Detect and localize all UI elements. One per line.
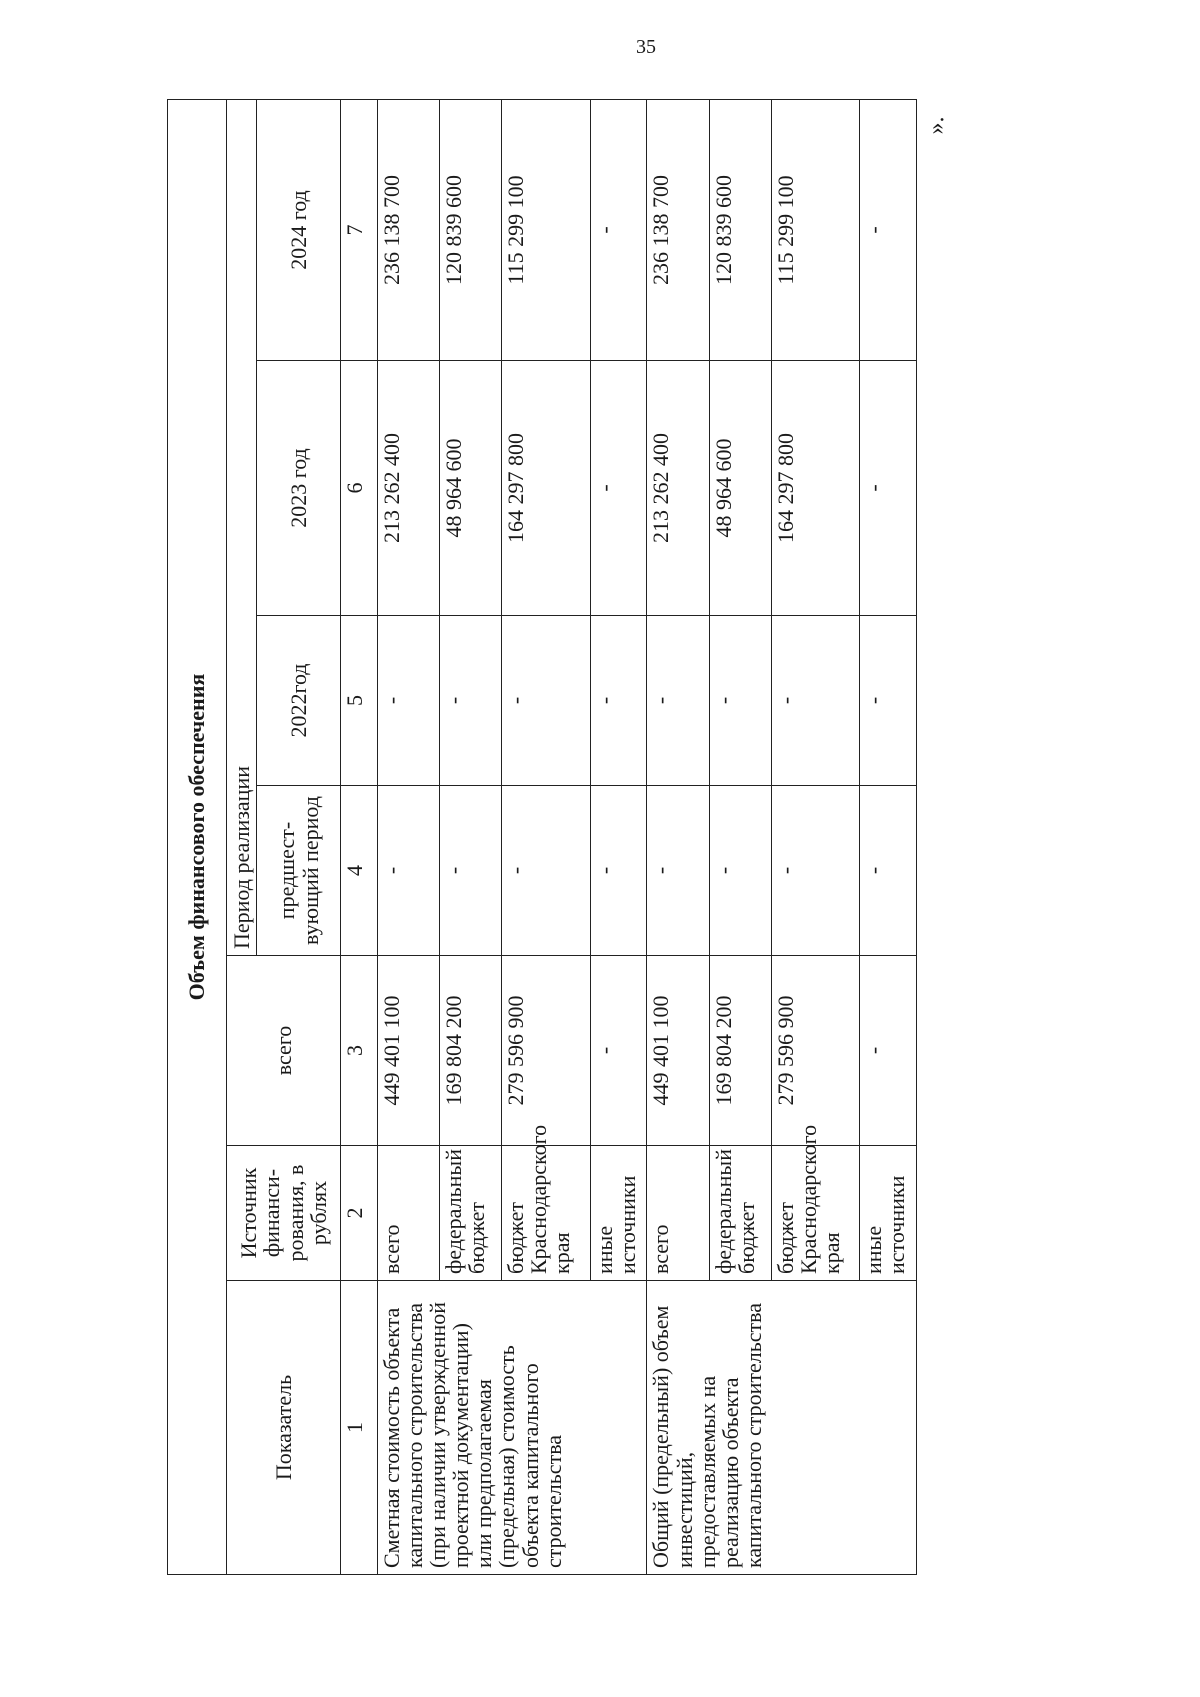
y2022-cell: - — [771, 616, 860, 786]
header-total: всего — [227, 956, 341, 1146]
previous-period-cell: - — [860, 786, 917, 956]
y2024-cell: 120 839 600 — [440, 100, 502, 361]
source-cell: бюджет Краснодарского края — [771, 1146, 860, 1281]
y2023-cell: 48 964 600 — [709, 361, 771, 616]
total-cell: 449 401 100 — [378, 956, 440, 1146]
source-cell: всего — [378, 1146, 440, 1281]
header-indicator: Показатель — [227, 1281, 341, 1575]
table-title: Объем финансового обеспечения — [168, 100, 227, 1575]
table-row — [647, 100, 709, 1575]
indicator-cell: Сметная стоимость объекта капитального строительства (при наличии утвержденной проектной документации) или предполагаемая (предельная) стоимость объекта капитального строительства — [378, 1281, 647, 1575]
total-cell: - — [590, 956, 647, 1146]
column-number: 1 — [341, 1281, 378, 1575]
financing-table — [167, 99, 917, 1575]
source-cell: всего — [647, 1146, 709, 1281]
total-cell: 169 804 200 — [709, 956, 771, 1146]
y2022-cell: - — [860, 616, 917, 786]
y2022-cell: - — [709, 616, 771, 786]
y2024-cell: - — [860, 100, 917, 361]
previous-period-cell: - — [502, 786, 591, 956]
y2024-cell: 115 299 100 — [771, 100, 860, 361]
header-2023: 2023 год — [257, 361, 341, 616]
y2023-cell: 164 297 800 — [771, 361, 860, 616]
source-cell: федеральный бюджет — [440, 1146, 502, 1281]
header-source: Источник финанси-рования, в рублях — [227, 1146, 341, 1281]
y2024-cell: 236 138 700 — [647, 100, 709, 361]
total-cell: 279 596 900 — [771, 956, 860, 1146]
y2022-cell: - — [440, 616, 502, 786]
header-2024: 2024 год — [257, 100, 341, 361]
source-cell: федеральный бюджет — [709, 1146, 771, 1281]
y2023-cell: - — [590, 361, 647, 616]
total-cell: 279 596 900 — [502, 956, 591, 1146]
source-cell: бюджет Краснодарского края — [502, 1146, 591, 1281]
source-cell: иные источники — [590, 1146, 647, 1281]
source-cell: иные источники — [860, 1146, 917, 1281]
header-implementation-period: Период реализации — [227, 100, 257, 956]
y2023-cell: 213 262 400 — [647, 361, 709, 616]
y2024-cell: 120 839 600 — [709, 100, 771, 361]
header-previous-period: предшест-вующий период — [257, 786, 341, 956]
y2023-cell: 164 297 800 — [502, 361, 591, 616]
y2022-cell: - — [378, 616, 440, 786]
financing-table-container — [167, 100, 917, 1575]
column-number: 6 — [341, 361, 378, 616]
total-cell: 449 401 100 — [647, 956, 709, 1146]
y2022-cell: - — [502, 616, 591, 786]
previous-period-cell: - — [771, 786, 860, 956]
y2024-cell: 115 299 100 — [502, 100, 591, 361]
y2023-cell: 48 964 600 — [440, 361, 502, 616]
y2023-cell: 213 262 400 — [378, 361, 440, 616]
column-number: 4 — [341, 786, 378, 956]
page-number: 35 — [636, 36, 656, 58]
previous-period-cell: - — [440, 786, 502, 956]
column-number: 5 — [341, 616, 378, 786]
column-number: 2 — [341, 1146, 378, 1281]
indicator-cell: Общий (предельный) объем инвестиций, предоставляемых на реализацию объекта капитального строительства — [647, 1281, 917, 1575]
y2022-cell: - — [647, 616, 709, 786]
y2023-cell: - — [860, 361, 917, 616]
table-row — [378, 100, 440, 1575]
total-cell: 169 804 200 — [440, 956, 502, 1146]
y2024-cell: - — [590, 100, 647, 361]
total-cell: - — [860, 956, 917, 1146]
column-number: 3 — [341, 956, 378, 1146]
column-number: 7 — [341, 100, 378, 361]
y2024-cell: 236 138 700 — [378, 100, 440, 361]
y2022-cell: - — [590, 616, 647, 786]
previous-period-cell: - — [647, 786, 709, 956]
previous-period-cell: - — [709, 786, 771, 956]
previous-period-cell: - — [590, 786, 647, 956]
closing-quote-mark: ». — [923, 116, 950, 135]
previous-period-cell: - — [378, 786, 440, 956]
header-2022: 2022год — [257, 616, 341, 786]
